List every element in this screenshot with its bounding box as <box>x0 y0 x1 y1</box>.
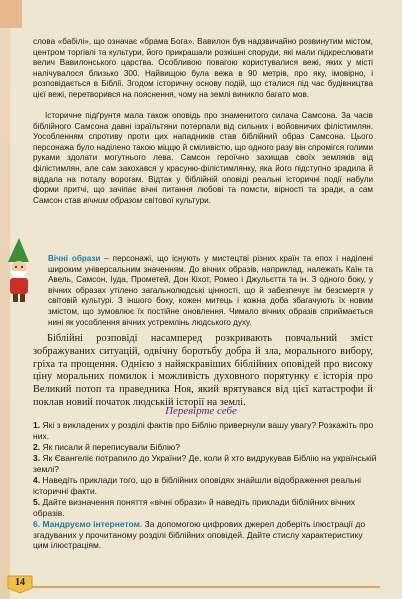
margin-strip <box>0 28 10 599</box>
paragraph-samson-tail: світової культури. <box>142 195 211 205</box>
question-4: 4. Наведіть приклади того, що в біблійних оповідях знайшли відображення реальні історичні факти. <box>33 475 362 496</box>
question-1: 1. Які з викладених у розділі фактів про Біблію привернули вашу увагу? Розкажіть про них. <box>33 420 374 441</box>
term-definition-text: – персонажі, що існують у мистецтві різних країн та епох і наділені широким універсальним значенням. До вічних образів, наприклад, належать Каїн та Авель, Самсон, Іуда, Прометей, Дон Кіхот, Ромео і Джульєтта та ін. З одного боку, у вічних образах утілено загальнолюдські цінності, що й забезпечує їм безсмертя у світовій культурі. З іншого боку, кожен митець і кожна доба збагачують їх новим змістом, що зумовлює їх постійне оновлення. Чимало вічних образів сприймається нині як уособлення вічних устремлінь людського духу. <box>48 254 373 327</box>
internet-task-heading: Мандруємо інтернетом. <box>42 519 143 529</box>
eternal-image-italic: вічним образом <box>83 195 143 205</box>
paragraph-samson-text: Історичне підґрунтя мала також оповідь про знаменитого силача Самсона. За часів біблійного Самсона давні ізраїльтяни потерпали від сильних і войовничих філістимлян. Уособленням спротиву проти цих нападників став біблійний образ Самсона. Цього персонажа було наділено такою міццю й сміливістю, що одного разу він спромігся голими руками здолати могутнього лева. Самсон героїчно захищав своїх земляків від філістимлян, але сам закохався у красуню-філістимлянку, яка його підступно зрадила й віддала на поталу ворогам. Відтак у біблійній оповіді реальні історичні події набули форми притчі, що зачіпає вічні питання любові та помсти, вірності та зради, а сам Самсон став <box>33 111 373 205</box>
question-5: 5. Дайте визначення поняття «вічні образи» й наведіть приклади біблійних вічних образів. <box>33 497 356 518</box>
paragraph-babylon: слова «бабілі», що означає «брама Бога». Вавилон був надзвичайно розвинутим містом, центром торгівлі та культури, його прикрашали розкішні споруди, які мали підкреслювати велич Вавилонського царства. Особливою повагою користувалися вежі, яких у місті налічувалося близько 300. Найвищою була вежа в 90 метрів, про яку, імовірно, і розповідається в Біблії. Згодом історичну основу подій, що сталися під час будівництва цієї вежі, перетворився на пояснення, чому на землі виникло багато мов. <box>33 37 373 99</box>
gnome-mascot-icon <box>2 238 36 304</box>
check-yourself-title: Перевірте себе <box>165 405 237 417</box>
footer-line <box>30 586 380 588</box>
term-eternal-images: Вічні образи <box>48 254 101 263</box>
eternal-images-definition <box>48 254 373 328</box>
page-number: 14 <box>15 577 25 588</box>
paragraph-samson <box>33 111 373 206</box>
page-number-badge <box>6 574 34 594</box>
question-3: 3. Як Євангеліє потрапило до України? Де, коли й хто видрукував Біблію на українській землі? <box>33 453 377 474</box>
question-2: 2. Як писали й переписували Біблію? <box>33 442 180 452</box>
corner-decoration <box>0 0 22 28</box>
question-6: 6. Мандруємо інтернетом. За допомогою цифрових джерел доберіть ілюстрації до згадуваних у прочитаному розділі біблійних оповідей. Дайте стислу характеристику цим ілюстраціям. <box>33 519 366 551</box>
paragraph-moral: Біблійні розповіді насамперед розкривають повчальний зміст зображуваних ситуацій, одвічну боротьбу добра й зла, морального вибору, гріха та прощення. Однією з найяскравіших біблійних оповідей про високу ціну моральних помилок і можливість духовного порятунку є історія про Великий потоп та праведника Ноя, який врятувався від цієї катастрофи й поклав новий початок людській історії на землі. <box>33 333 373 408</box>
